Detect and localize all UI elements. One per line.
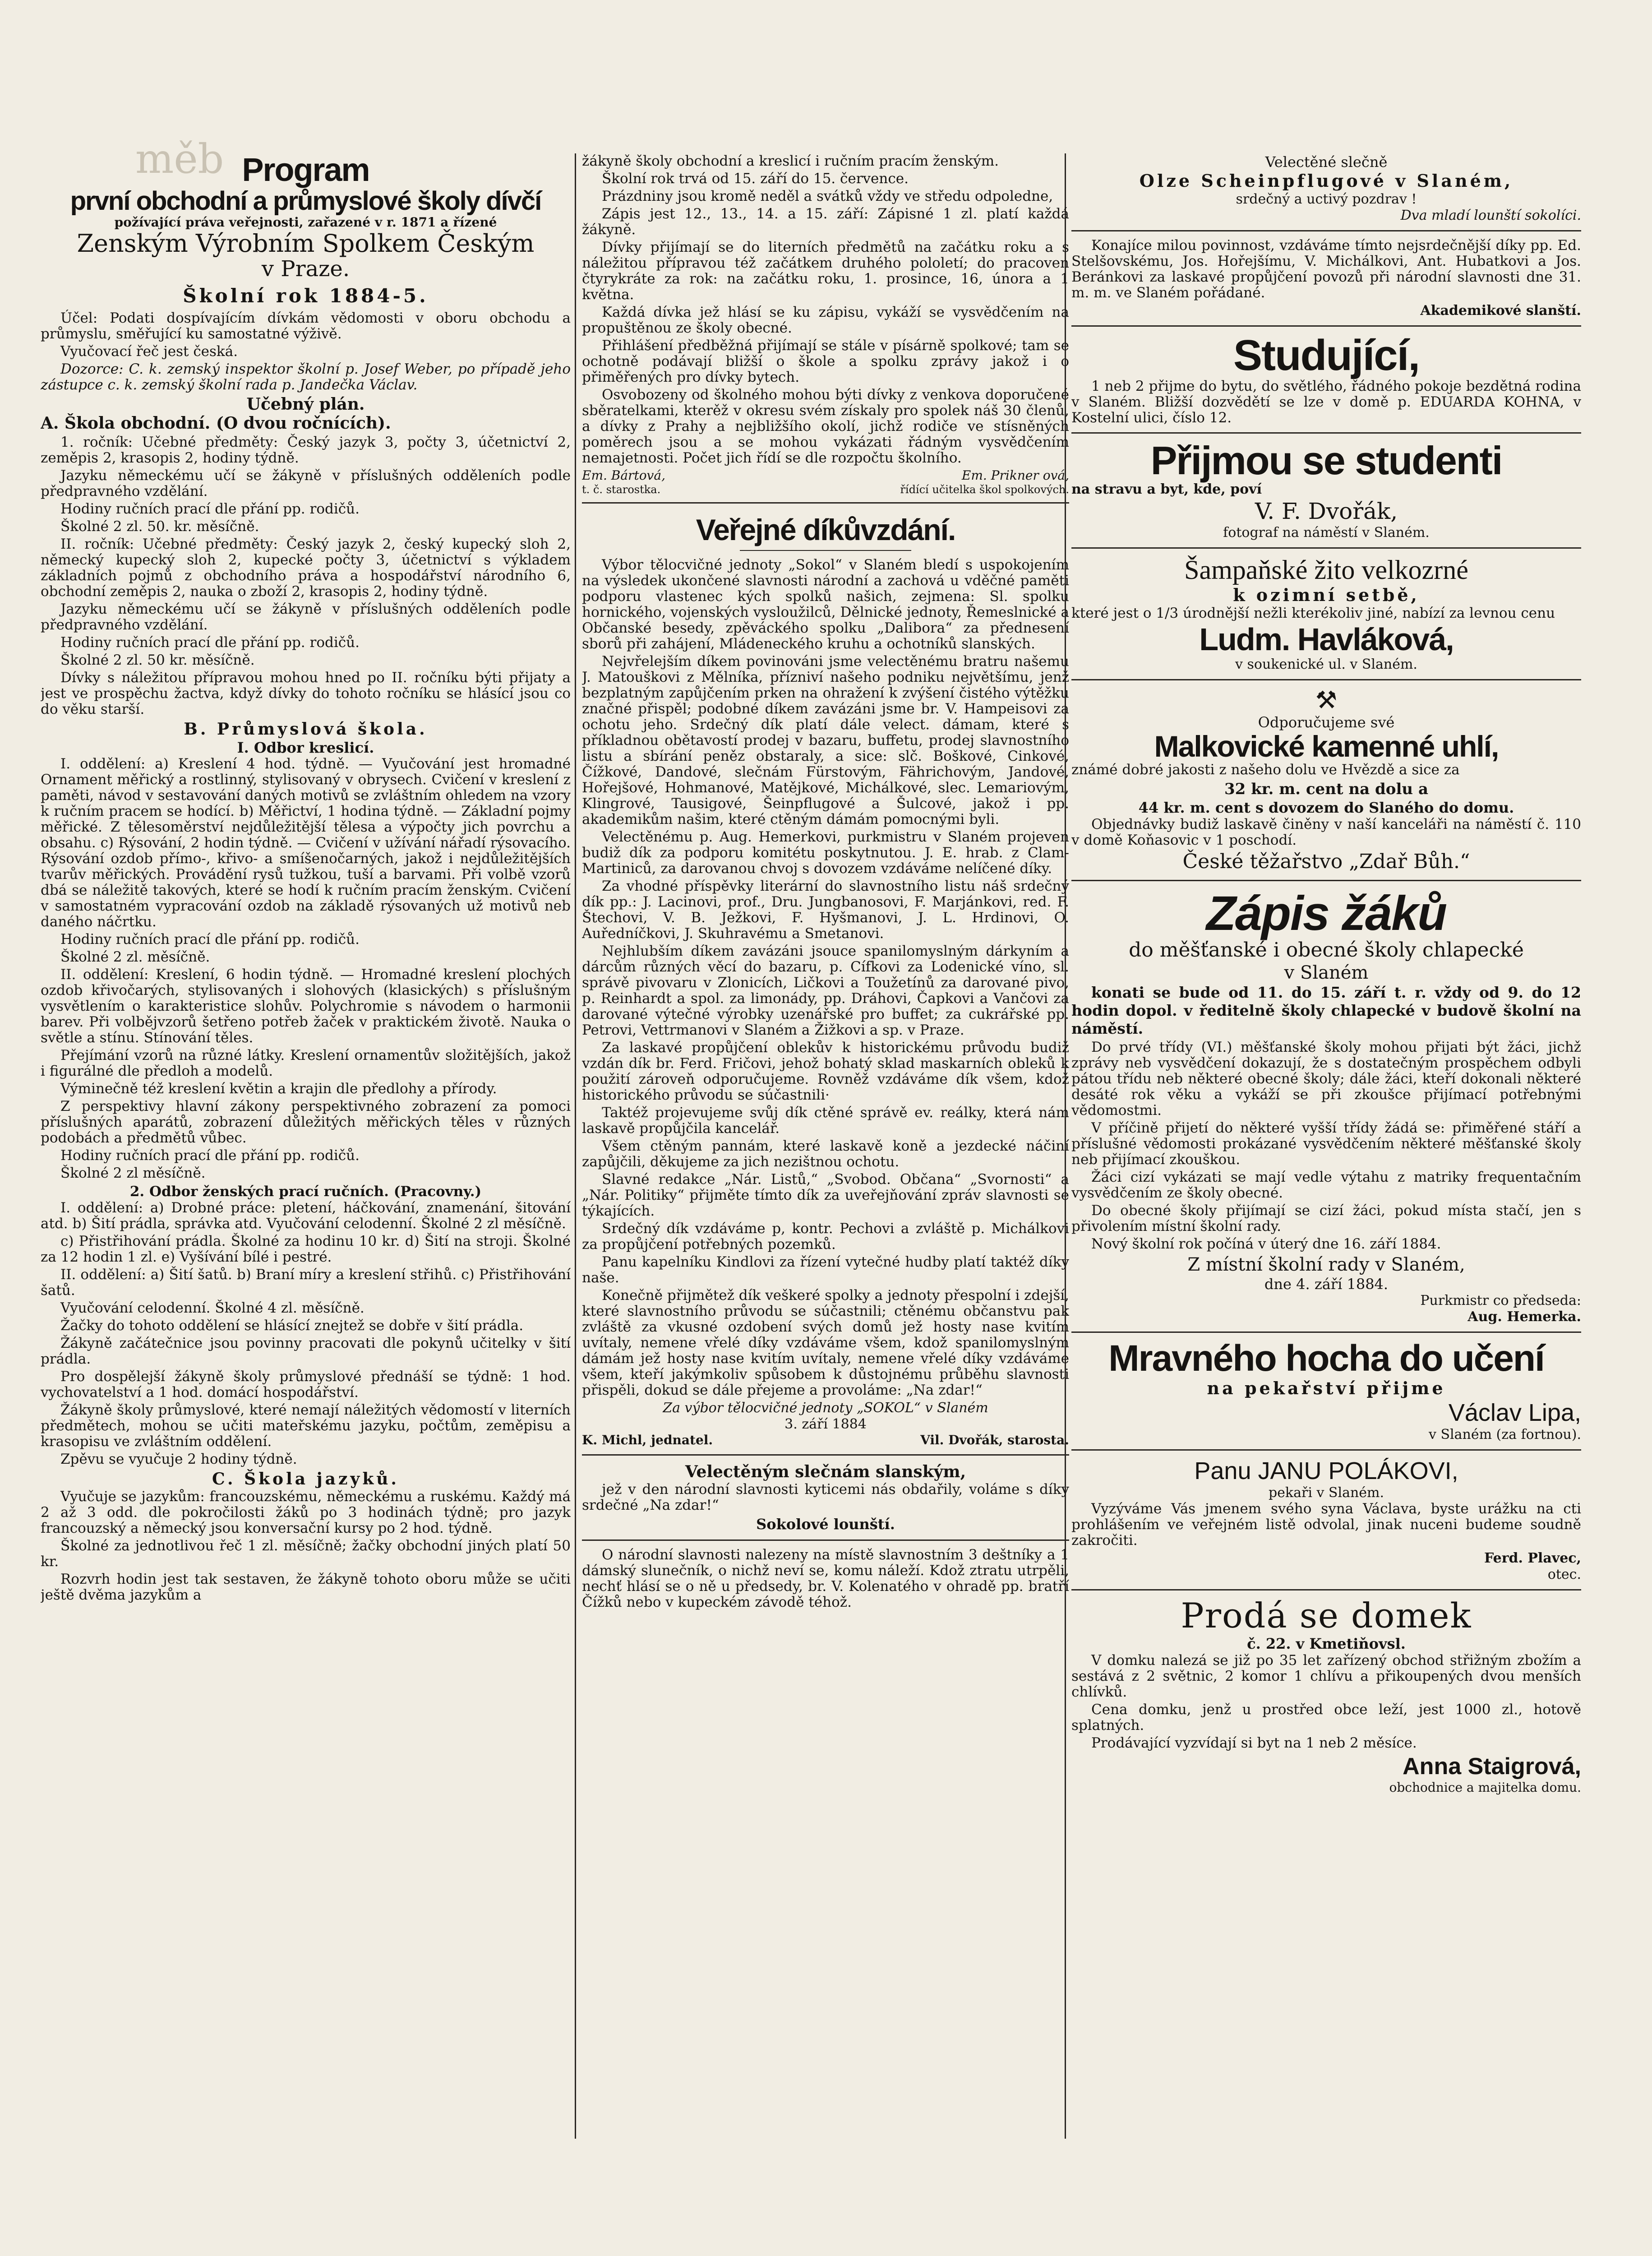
section-heading: C. Škola jazyků. <box>212 1469 399 1489</box>
ad-text: V domku nalezá se již po 35 let zařízený obchod střižným zbožím a sestává z 2 světnic, 2 komor 1 chlívu a přikoupených dvou menších chlívků. <box>1071 1652 1581 1701</box>
notice-heading: Velectěným slečnám slanským, <box>685 1462 966 1482</box>
paragraph: Nejhlubším díkem zavázáni jsouce spanilomyslným dárkyním a dárcům různých věcí do bazaru, p. Cífkovi za Lodenické víno, sl. správě pivovaru v Zlonicích, Ličkovi a Toužetínů za darované pivo, p. Reinhardt a spol. za limonády, pp. Dráhovi, Čapkovi a Vančovi za darované výtečné výrobky uzenářské pro buffet; za cukrářské pp. Petrovi, Vettrmanovi v Slaném a Žižkovi a sp. v Praze. <box>582 943 1069 1039</box>
signature-title-left: t. č. starostka. <box>582 483 661 496</box>
paragraph: O národní slavnosti nalezeny na místě slavnostním 3 deštníky a 1 dámský slunečník, o nichž neví se, komu náleží. Kdož ztratu utrpěli, nechť hlásí se o ně u předsedy, br. V. Kolenatého v ohradě pp. bratří Čížků nebo v kupeckém závodě téhož. <box>582 1547 1069 1611</box>
program-subtitle: první obchodní a průmyslové školy dívčí <box>70 186 541 216</box>
column-advertisements <box>1071 153 1581 2166</box>
signature-right: Em. Prikner ová, <box>961 468 1069 483</box>
paragraph: Všem ctěným pannám, které laskavě koně a jezdecké náčiní zapůjčili, děkujeme za jich nezištnou ochotu. <box>582 1138 1069 1170</box>
ad-name: Václav Lipa, <box>1448 1399 1581 1427</box>
ad-text: 1 neb 2 přijme do bytu, do světlého, řádného pokoje bezdětná rodina v Slaném. Bližší dozvědětí se lze v domě p. EDUARDA KOHNA, v Kostelní ulici, číslo 12. <box>1071 378 1581 426</box>
paragraph: Zápis jest 12., 13., 14. a 15. září: Zápisné 1 zl. platí každá žákyně. <box>582 206 1069 238</box>
ad-title: Zápis žáků <box>1206 885 1447 940</box>
column-rule-left <box>575 153 576 2139</box>
divider <box>1071 1589 1581 1590</box>
section-heading: B. Průmyslová škola. <box>184 719 428 739</box>
paragraph: Z perspektivy hlavní zákony perspektivného zobrazení za pomoci příslušných aparátů, zobrazení důležitých měřických těles v různých podobách a předmětů vůbec. <box>41 1098 571 1146</box>
ad-text: Do prvé třídy (VI.) měšťanské školy mohou přijati být žáci, jichž zprávy neb vysvědčení dokazují, že s dostatečným prospěchem odbyli pátou třídu neb některé obecné školy; dále žáci, kteří dokonali některé desáté rok věku a vykáží se při zkoušce přijímací potřebnými vědomostmi. <box>1071 1039 1581 1119</box>
signature-left: K. Michl, jednatel. <box>582 1433 713 1448</box>
ad-text: V příčině přijetí do některé vyšší třídy žádá se: přiměřené stáří a příslušné vědomosti prokázané vysvědčením některé měšťanské školy neb přijímací zkouškou. <box>1071 1120 1581 1168</box>
divider <box>1071 880 1581 881</box>
faded-masthead-ornament: měb <box>135 135 224 183</box>
divider <box>1071 325 1581 327</box>
ad-line: Velectěné slečně <box>1265 153 1388 171</box>
divider <box>1071 432 1581 434</box>
column-notices <box>582 153 1069 2170</box>
paragraph: Hodiny ručních prací dle přání pp. rodičů. <box>60 634 360 651</box>
ad-signature: Dva mladí lounští sokolíci. <box>1400 208 1581 223</box>
paragraph: Žačky do tohoto oddělení se hlásící znejtež se dobře v šití prádla. <box>60 1317 524 1334</box>
ad-subtitle: na pekařství přijme <box>1207 1378 1446 1399</box>
ad-name: Anna Staigrová, <box>1403 1753 1581 1780</box>
paragraph: Vyučování celodenní. Školné 4 zl. měsíčně. <box>60 1299 365 1316</box>
paragraph: Dívky s náležitou přípravou mohou hned po II. ročníku býti přijaty a jest ve prospěchu žactva, když dívky do tohoto ročníku se hlásící jsou co do věku starší. <box>41 669 571 717</box>
section-heading: Učebný plán. <box>246 394 365 414</box>
paragraph: Prázdniny jsou kromě neděl a svátků vždy ve středu odpoledne, <box>602 188 1053 204</box>
paragraph: Za vhodné příspěvky literární do slavnostního listu náš srdečný dík pp.: J. Lacinovi, prof., Dru. Jungbanosovi, F. Marjánkovi, red. F. Štechovi, V. B. Ježkovi, F. Hyšmanovi, J. L. Hrdinovi, O. Auředníčkovi, J. Skuhravému a Smetanovi. <box>582 878 1069 942</box>
paragraph: Žákyně školy průmyslové, které nemají náležitých vědomostí v literních předmětech, mohou se učiti mateřskému jazyku, počtům, zeměpisu a krasopisu ve zvláštním oddělení. <box>41 1401 571 1450</box>
ad-name: V. F. Dvořák, <box>1255 498 1398 525</box>
ad-signature: Ferd. Plavec, <box>1484 1550 1581 1567</box>
divider <box>582 1454 1069 1456</box>
signature-titles <box>582 483 1069 496</box>
paragraph: Účel: Podati dospívajícím dívkám vědomosti v oboru obchodu a průmyslu, směřující ku samostatné výživě. <box>41 310 571 342</box>
paragraph: Výminečně též kreslení květin a krajin dle předlohy a přírody. <box>60 1080 497 1097</box>
paragraph: Školné 2 zl. 50. kr. měsíčně. <box>60 518 259 535</box>
date: 3. září 1884 <box>784 1416 867 1433</box>
ad-line: v Slaném (za fortnou). <box>1428 1427 1581 1443</box>
paragraph: Hodiny ručních prací dle přání pp. rodičů. <box>60 1147 360 1164</box>
ad-title: Mravného hocha do učení <box>1108 1338 1544 1379</box>
ad-text: Do obecné školy přijímají se cizí žáci, pokud místa stačí, jen s přivolením místní školní rady. <box>1071 1202 1581 1235</box>
school-year: Školní rok 1884-5. <box>183 284 429 307</box>
ad-line: na stravu a byt, kde, poví <box>1071 481 1262 498</box>
paragraph: Za výbor tělocvičné jednoty „SOKOL“ v Slaném <box>663 1400 988 1416</box>
paragraph: Vyučovací řeč jest česká. <box>60 343 238 360</box>
divider <box>740 550 911 551</box>
paragraph: jež v den národní slavnosti kyticemi nás obdařily, voláme s díky srdečné „Na zdar!“ <box>582 1481 1069 1514</box>
paragraph: I. oddělení: a) Kreslení 4 hod. týdně. — Vyučování jest hromadné Ornament měřický a rostlinný, stylisovaný v obrysech. Cvičení v kreslení z paměti, návod v sestavování daných motivů se zvláštním ohledem na vzory k ručním pracem se hodící. b) Měřictví, 1 hodina týdně. — Základní pojmy měřické. Z tělesoměrství nejdůležitější tělesa a výpočty jich povrchu a obsahu. c) Rýsování, 2 hodin týdně. — Cvičení v užívání nářadí rýsovacího. Rýsování ozdob přímo-, křivo- a smíšenočarných, jakož i nejdůležitějších tvarův měřických. Provádění rysů tužkou, tuší a barvami. Při volbě vzorů dbá se náležitě takových, které se hodí k ručním pracím ženským. Cvičení v samostatném vypracování ozdob na základě rýsovaných už motivů neb daného náčrtku. <box>41 755 571 930</box>
paragraph: Slavné redakce „Nár. Listů,“ „Svobod. Občana“ „Svornosti“ a „Nár. Politiky“ přijměte tímto dík za uveřejňování zpráv slavnosti se týkajících. <box>582 1171 1069 1220</box>
paragraph: Dozorce: C. k. zemský inspektor školní p. Josef Weber, po případě jeho zástupce c. k. zemský školní rada p. Jandečka Václav. <box>41 361 571 393</box>
signature-left: Em. Bártová, <box>582 468 665 483</box>
ad-subtitle: k ozimní setbě, <box>1233 585 1420 606</box>
subsection-heading: 2. Odbor ženských prací ručních. (Pracovny.) <box>129 1183 482 1200</box>
divider <box>1071 1449 1581 1451</box>
ad-name: Ludm. Havláková, <box>1199 622 1454 657</box>
ad-subtitle: v Slaném <box>1284 962 1369 984</box>
paragraph: Přejímání vzorů na různé látky. Kreslení ornamentův složitějších, jakož i figurálné dle předloh a modelů. <box>41 1047 571 1079</box>
paragraph: Srdečný dík vzdáváme p, kontr. Pechovi a zvláště p. Michálkovi za propůjčení potřebných pozemků. <box>582 1220 1069 1253</box>
ad-signature: České těžařstvo „Zdař Bůh.“ <box>1182 850 1470 873</box>
ad-line: Odporučujeme své <box>1258 713 1395 731</box>
paragraph: Každá dívka jež hlásí se ku zápisu, vykáží se vysvědčením na propuštěnou ze školy obecné. <box>582 304 1069 336</box>
signature-row <box>582 1433 1069 1448</box>
ad-signature: Purkmistr co předseda: <box>1420 1293 1581 1309</box>
ad-line: pekaři v Slaném. <box>1268 1485 1384 1501</box>
paragraph: Školné 2 zl. měsíčně. <box>60 948 210 965</box>
paragraph: Jazyku německému učí se žákyně v příslušných odděleních podle předpravného vzdělání. <box>41 467 571 499</box>
ad-signature: Aug. Hemerka. <box>1467 1309 1581 1325</box>
paragraph: c) Přistřihování prádla. Školné za hodinu 10 kr. d) Šití na stroji. Školné za 12 hodin 1 zl. e) Vyšívání bílé i pestré. <box>41 1233 571 1265</box>
paragraph: Výbor tělocvičné jednoty „Sokol“ v Slaném bledí s uspokojením na výsledek ukončené slavnosti národní a zachová u vděčné paměti podporu vlastenec kých spolků našich, zejmena: Sl. spolku hornického, vojenských vysloužilců, Dělnické jednoty, Řemeslnické a Občanské besedy, zpěváckého spolku „Dalibora“ za přednesení sborů při zahájení, Mládeneckého kruhu a ochotníků slanských. <box>582 557 1069 652</box>
paragraph: Velectěnému p. Aug. Hemerkovi, purkmistru v Slaném projeven budiž dík za podporu komitétu poskytnutou. J. E. hrab. z Clam-Martiniců, za darovanou chvoj s dovozem vzdáváme nelíčené díky. <box>582 829 1069 877</box>
ad-text: Nový školní rok počíná v úterý dne 16. září 1884. <box>1091 1236 1441 1253</box>
paragraph: II. oddělení: a) Šití šatů. b) Braní míry a kreslení střihů. c) Přistřihování šatů. <box>41 1266 571 1299</box>
paragraph: Hodiny ručních prací dle přání pp. rodičů. <box>60 931 360 948</box>
ad-text: Objednávky budiž laskavě činěny v naší kanceláři na náměstí č. 110 v domě Koňasovic v 1 poschodí. <box>1071 816 1581 848</box>
ad-name: Olze Scheinpflugové v Slaném, <box>1139 171 1514 191</box>
paragraph: Dívky přijímají se do literních předmětů na začátku roku a s náležitou přípravou též začátkem druhého pololetí; do pracoven čtyrykráte za rok: na začátku roku, 1. prosince, 16, února a 1 května. <box>582 239 1069 303</box>
ad-text: Vyzýváme Vás jmenem svého syna Václava, byste urážku na cti prohlášením ve veřejném listě odvolal, jinak nuceni budeme soudně zakročiti. <box>1071 1501 1581 1549</box>
paragraph: Školné za jednotlivou řeč 1 zl. měsíčně; žačky obchodní jiných platí 50 kr. <box>41 1537 571 1570</box>
ad-text: Žáci cizí vykázati se mají vedle výtahu z matriky frequentačním vysvědčením ze školy obecné. <box>1071 1169 1581 1202</box>
signature-title-right: řídící učitelka škol spolkových. <box>900 483 1069 496</box>
ad-title: Přijmou se studenti <box>1150 438 1502 483</box>
subsection-heading: I. Odbor kreslicí. <box>237 739 374 756</box>
hammer-pick-icon: ⚒ <box>1315 685 1338 714</box>
ad-title: Šampaňské žito velkozrné <box>1184 555 1468 585</box>
paragraph: Osvobozeny od školného mohou býti dívky z venkova doporučené sběratelkami, kterěž v okresu svém získaly pro spolek náš 30 členů, a dívky z Prahy a nejbližšího okolí, jichž rodiče ve stísněných poměrech jsou a se mohou vykázati řádným vysvědčením nemajetnosti. Počet jich řídí se dle rozpočtu školního. <box>582 387 1069 466</box>
ad-title: Panu JANU POLÁKOVI, <box>1194 1457 1458 1485</box>
divider <box>1071 1331 1581 1333</box>
ad-text: Cena domku, jenž u prostřed obce leží, jest 1000 zl., hotově splatných. <box>1071 1701 1581 1734</box>
divider <box>1071 679 1581 680</box>
ad-price: 44 kr. m. cent s dovozem do Slaného do domu. <box>1138 799 1514 816</box>
ad-title: Malkovické kamenné uhlí, <box>1154 729 1499 763</box>
section-heading: A. Škola obchodní. (O dvou ročnících). <box>41 413 391 433</box>
signature: Sokolové lounští. <box>756 1516 895 1533</box>
ad-line: fotograf na náměstí v Slaném. <box>1223 525 1430 541</box>
paragraph: II. ročník: Učebné předměty: Český jazyk 2, český kupecký sloh 2, německý kupecký sloh 2, kupecké počty 3, účetnictví s výkladem základních pojmů z obchodního práva a hospodářství národního 6, obchodní zeměpis 2, nauka o zboží 2, krasopis 2, hodiny týdně. <box>41 536 571 600</box>
divider <box>582 502 1069 504</box>
ad-text: které jest o 1/3 úrodnější nežli kterékoliv jiné, nabízí za levnou cenu <box>1071 605 1555 622</box>
divider <box>1071 230 1581 231</box>
ad-subtitle: do měšťanské i obecné školy chlapecké <box>1129 938 1524 962</box>
ad-line: srdečný a uctivý pozdrav ! <box>1236 191 1417 207</box>
thanks-title: Veřejné díkůvzdání. <box>696 513 955 546</box>
paragraph: Vyučuje se jazykům: francouzskému, německému a ruskému. Každý má 2 až 3 odd. dle pokročilosti žáků po 3 hodinách týdně; pro jazyk francouzský a německý jsou konversační kursy po 2 hod. týdně. <box>41 1488 571 1536</box>
program-society: Zenským Výrobním Spolkem Českým <box>77 229 535 258</box>
ad-signature: otec. <box>1547 1567 1581 1583</box>
signature-row <box>582 468 1069 483</box>
paragraph: Zpěvu se vyučuje 2 hodiny týdně. <box>60 1451 297 1467</box>
paragraph: Školní rok trvá od 15. září do 15. července. <box>602 171 909 187</box>
program-rights: požívající práva veřejnosti, zařazené v r. 1871 a řízené <box>114 215 497 230</box>
divider <box>1071 547 1581 549</box>
ad-line: Z místní školní rady v Slaném, <box>1187 1254 1465 1276</box>
program-city: v Praze. <box>261 256 350 282</box>
ad-line: v soukenické ul. v Slaném. <box>1235 656 1417 672</box>
paragraph: Přihlášení předběžná přijímají se stále v písárně spolkové; tam se ochotně podávají bližší o škole a spolku zprávy jakož i o přiměřených pro dívky bytech. <box>582 337 1069 385</box>
ad-signature: Akademikové slanští. <box>1420 303 1581 319</box>
paragraph: Žákyně začátečnice jsou povinny pracovati dle pokynů učitelky v šití prádla. <box>41 1335 571 1367</box>
paragraph: II. oddělení: Kreslení, 6 hodin týdně. — Hromadné kreslení plochých ozdob křivočarých, stylisovaných i slohových (klasických) s příslušným vysvětlením o karakteristice slohův. Polychromie s návodem o harmonii barev. Při volbějvzorů šetřeno potřeb žaček v praktickém životě. Nauka o světle a stínu. Stínování těles. <box>41 966 571 1046</box>
ad-text: konati se bude od 11. do 15. září t. r. vždy od 9. do 12 hodin dopol. v ředitelně školy chlapecké v budově školní na náměstí. <box>1071 984 1581 1038</box>
paragraph: Taktéž projevujeme svůj dík ctěné správě ev. reálky, která nám laskavě propůjčila kancelář. <box>582 1105 1069 1137</box>
paragraph: I. oddělení: a) Drobné práce: pletení, háčkování, znamenání, šitování atd. b) Šití prádla, správka atd. Vyučování celodenní. Školné 2 zl měsíčně. <box>41 1199 571 1232</box>
paragraph: Jazyku německému učí se žákyně v příslušných odděleních podle předpravného vzdělání. <box>41 601 571 633</box>
paragraph: Školné 2 zl. 50 kr. měsíčně. <box>60 652 255 668</box>
paragraph: 1. ročník: Učebné předměty: Český jazyk 3, počty 3, účetnictví 2, zeměpis 2, krasopis 2, hodiny týdně. <box>41 434 571 466</box>
signature-right: Vil. Dvořák, starosta. <box>920 1433 1069 1448</box>
ad-price: 32 kr. m. cent na dolu a <box>1224 780 1428 798</box>
ad-line: dne 4. září 1884. <box>1264 1276 1389 1293</box>
paragraph: Konečně přijmětež dík veškeré spolky a jednoty přespolní i zdejší, které slavnostního průvodu se súčastnili; ctěnému občanstvu pak zvláště za vkusné ozdobení svých domů jež hosty nase kvitím uvítaly, nemene vřelé díky vzdáváme všem, kdož spanilomyslným dámám jež hosty nase kvitím uvítaly, nemene vřelé díky vzdáváme všem, kteří jakýmkoliv spůsobem k důstojnému průběhu slavnosti přispěli, dokud se dále přejeme a provoláme: „Na zdar!“ <box>582 1287 1069 1399</box>
program-title: Program <box>242 153 369 188</box>
ad-title: Prodá se domek <box>1181 1595 1472 1636</box>
paragraph: Pro dospělejší žákyně školy průmyslové přednáší se týdně: 1 hod. vychovatelství a 1 hod. domácí hospodářství. <box>41 1368 571 1401</box>
paragraph: Rozvrh hodin jest tak sestaven, že žákyně tohoto oboru může se učiti ještě dvěma jazykům a <box>41 1571 571 1603</box>
divider <box>582 1539 1069 1541</box>
paragraph: Školné 2 zl měsíčně. <box>60 1165 206 1181</box>
paragraph: Hodiny ručních prací dle přání pp. rodičů. <box>60 500 360 517</box>
column-school-program <box>41 153 571 2157</box>
paragraph: žákyně školy obchodní a kreslicí i ručním pracím ženským. <box>582 153 999 169</box>
paragraph: Panu kapelníku Kindlovi za řízení vytečné hudby platí taktéž díky naše. <box>582 1254 1069 1286</box>
paragraph: Za laskavé propůjčení oblekův k historickému průvodu budiž vzdán dík br. Ferd. Fričovi, jehož bohatý sklad maskarních obleků k použití zároveň odporučujeme. Rovněž vzdáváme dík všem, kdož historického průvodu se súčastnili· <box>582 1040 1069 1104</box>
ad-text: Prodávající vyzvídají si byt na 1 neb 2 měsíce. <box>1091 1735 1417 1752</box>
ad-subtitle: č. 22. v Kmetiňovsl. <box>1247 1635 1406 1653</box>
paragraph: Nejvřelejším díkem povinováni jsme velectěnému bratru našemu J. Matouškovi z Mělníka, přízniví našeho podniku největšímu, jenž bezplatným zapůjčením prken na ohražení k zvýšení čistého výtěžku značné přispěl; podobné díkem zavázáni jsme br. V. Hampeisovi za ochotu jeho. Srdečný dík platí dále velect. dámam, které s příkladnou obětavostí prodej v bazaru, buffetu, prodej slavnostního listu a sbírání peněz obstaraly, a sice: slč. Boškové, Cinkové, Čížkové, Dandové, slečnám Fürstovým, Fährichovým, Jandové, Hořejšové, Hohmanové, Matějkové, Michálkové, slec. Lemariovým, Klingrové, Tausigové, Šeinpflugové a Šulcové, jakož i pp. akademikům našim, které ctěným dámám pomocnými byli. <box>582 653 1069 828</box>
ad-title: Studující, <box>1233 331 1419 379</box>
ad-text: známé dobré jakosti z našeho dolu ve Hvězdě a sice za <box>1071 761 1460 778</box>
ad-line: obchodnice a majitelka domu. <box>1389 1780 1581 1795</box>
ad-text: Konajíce milou povinnost, vzdáváme tímto nejsrdečnější díky pp. Ed. Stelšovskému, Jos. Hořejšímu, V. Michálkovi, Ant. Hubatkovi a Jos. Beránkovi za laskavé propůjčení povozů při národní slavnosti dne 31. m. m. ve Slaném pořádané. <box>1071 237 1581 301</box>
